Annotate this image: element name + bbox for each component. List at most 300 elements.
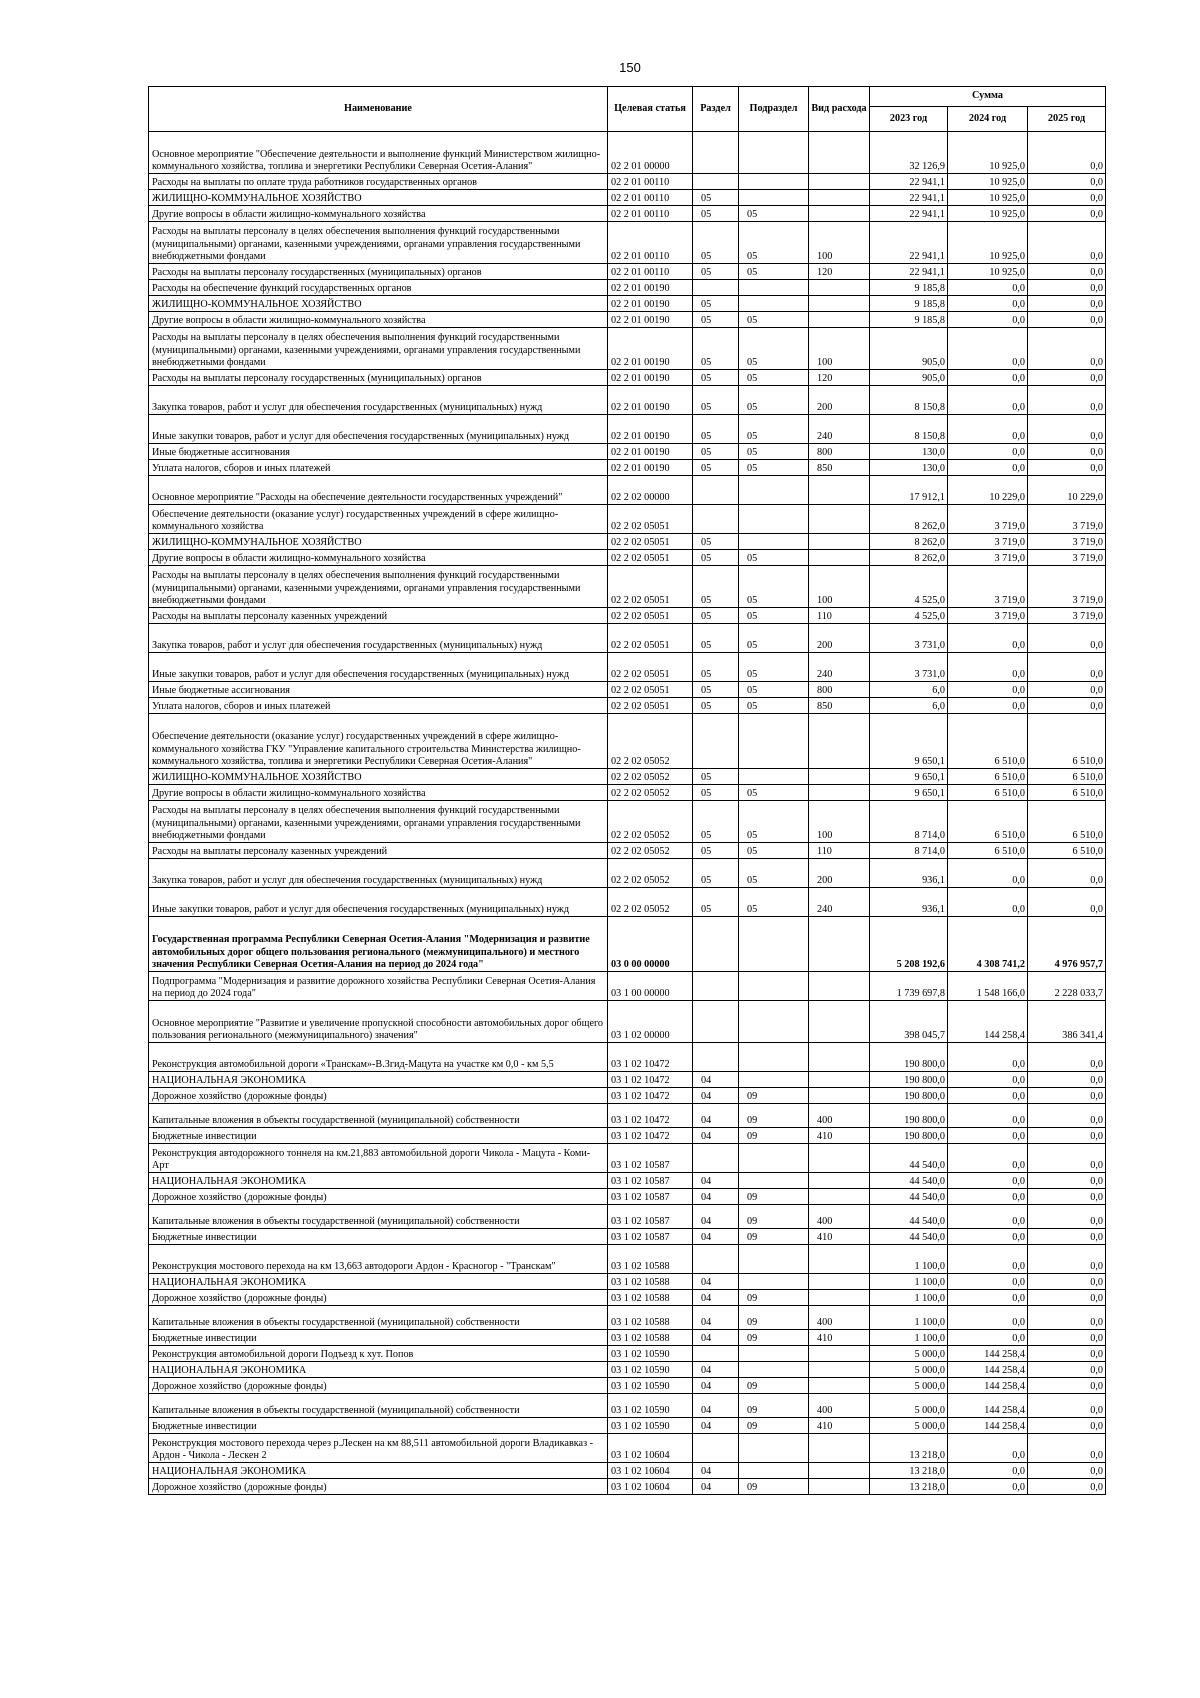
cell-target: 02 2 01 00110 [608, 206, 693, 222]
cell-section: 05 [693, 460, 739, 476]
cell-type: 120 [809, 264, 870, 280]
cell-subsection: 05 [739, 460, 809, 476]
cell-name: Уплата налогов, сборов и иных платежей [149, 460, 608, 476]
cell-2025: 0,0 [1028, 1290, 1106, 1306]
cell-name: Закупка товаров, работ и услуг для обеспечения государственных (муниципальных) нужд [149, 859, 608, 888]
cell-2023: 1 739 697,8 [870, 972, 948, 1001]
cell-subsection: 05 [739, 566, 809, 608]
cell-section: 04 [693, 1128, 739, 1144]
cell-subsection: 09 [739, 1306, 809, 1330]
cell-2025: 0,0 [1028, 624, 1106, 653]
cell-target: 02 2 01 00110 [608, 222, 693, 264]
cell-2023: 3 731,0 [870, 624, 948, 653]
cell-target: 03 1 02 10588 [608, 1245, 693, 1274]
cell-section: 05 [693, 769, 739, 785]
cell-2025: 0,0 [1028, 1088, 1106, 1104]
cell-subsection [739, 769, 809, 785]
cell-name: Реконструкция автомобильной дороги Подъезд к хут. Попов [149, 1346, 608, 1362]
cell-2023: 9 185,8 [870, 296, 948, 312]
cell-2024: 10 925,0 [948, 132, 1028, 174]
cell-section: 04 [693, 1378, 739, 1394]
cell-2025: 2 228 033,7 [1028, 972, 1106, 1001]
cell-subsection: 05 [739, 444, 809, 460]
cell-target: 03 1 02 10588 [608, 1274, 693, 1290]
cell-target: 03 1 02 10472 [608, 1043, 693, 1072]
cell-subsection: 09 [739, 1394, 809, 1418]
cell-name: Капитальные вложения в объекты государственной (муниципальной) собственности [149, 1394, 608, 1418]
table-row [149, 222, 1106, 264]
cell-2024: 6 510,0 [948, 769, 1028, 785]
cell-type: 240 [809, 653, 870, 682]
table-row [149, 972, 1106, 1001]
cell-target: 02 2 02 05051 [608, 682, 693, 698]
cell-2025: 0,0 [1028, 1362, 1106, 1378]
cell-target: 03 1 02 10587 [608, 1189, 693, 1205]
cell-subsection: 05 [739, 698, 809, 714]
cell-section: 04 [693, 1362, 739, 1378]
cell-type: 110 [809, 843, 870, 859]
cell-name: Дорожное хозяйство (дорожные фонды) [149, 1378, 608, 1394]
cell-2023: 5 000,0 [870, 1346, 948, 1362]
cell-2023: 1 100,0 [870, 1306, 948, 1330]
cell-type: 400 [809, 1205, 870, 1229]
cell-section [693, 505, 739, 534]
cell-2024: 144 258,4 [948, 1378, 1028, 1394]
cell-2023: 22 941,1 [870, 206, 948, 222]
table-row [149, 801, 1106, 843]
table-row [149, 1434, 1106, 1463]
cell-section: 04 [693, 1072, 739, 1088]
table-row [149, 624, 1106, 653]
cell-subsection [739, 1001, 809, 1043]
table-row [149, 1189, 1106, 1205]
cell-2023: 905,0 [870, 328, 948, 370]
cell-section: 05 [693, 859, 739, 888]
cell-name: ЖИЛИЩНО-КОММУНАЛЬНОЕ ХОЗЯЙСТВО [149, 190, 608, 206]
cell-2024: 0,0 [948, 1290, 1028, 1306]
cell-name: Расходы на выплаты персоналу в целях обеспечения выполнения функций государственными (муниципальными) органами, казенными учреждениями, органами управления государственными внебюджетными фондами [149, 222, 608, 264]
cell-2025: 0,0 [1028, 370, 1106, 386]
cell-2023: 8 150,8 [870, 415, 948, 444]
cell-2025: 6 510,0 [1028, 769, 1106, 785]
cell-type [809, 1189, 870, 1205]
cell-type [809, 1144, 870, 1173]
cell-name: ЖИЛИЩНО-КОММУНАЛЬНОЕ ХОЗЯЙСТВО [149, 534, 608, 550]
cell-target: 03 1 00 00000 [608, 972, 693, 1001]
cell-name: Капитальные вложения в объекты государственной (муниципальной) собственности [149, 1205, 608, 1229]
cell-target: 03 1 02 10587 [608, 1144, 693, 1173]
cell-section: 05 [693, 608, 739, 624]
cell-target: 02 2 01 00110 [608, 190, 693, 206]
cell-2024: 10 229,0 [948, 476, 1028, 505]
cell-2025: 0,0 [1028, 386, 1106, 415]
cell-subsection: 09 [739, 1205, 809, 1229]
cell-2024: 0,0 [948, 415, 1028, 444]
cell-subsection [739, 1144, 809, 1173]
cell-target: 02 2 01 00190 [608, 386, 693, 415]
table-row [149, 206, 1106, 222]
cell-section: 05 [693, 222, 739, 264]
cell-2025: 3 719,0 [1028, 566, 1106, 608]
cell-2024: 0,0 [948, 296, 1028, 312]
cell-section: 05 [693, 801, 739, 843]
cell-target: 02 2 01 00000 [608, 132, 693, 174]
cell-type [809, 1463, 870, 1479]
cell-2024: 3 719,0 [948, 608, 1028, 624]
cell-2023: 9 650,1 [870, 714, 948, 769]
cell-2024: 144 258,4 [948, 1346, 1028, 1362]
cell-2025: 0,0 [1028, 280, 1106, 296]
cell-2024: 10 925,0 [948, 174, 1028, 190]
table-row [149, 132, 1106, 174]
cell-name: Основное мероприятие "Расходы на обеспечение деятельности государственных учреждений" [149, 476, 608, 505]
cell-2025: 0,0 [1028, 328, 1106, 370]
cell-name: Государственная программа Республики Северная Осетия-Алания "Модернизация и развитие автомобильных дорог общего пользования регионального (межмуниципального) и местного значения Республики Северная Осетия-Алания на период до 2024 года" [149, 917, 608, 972]
cell-2025: 0,0 [1028, 1378, 1106, 1394]
cell-name: Иные бюджетные ассигнования [149, 444, 608, 460]
cell-type: 100 [809, 566, 870, 608]
cell-section [693, 1043, 739, 1072]
cell-2023: 398 045,7 [870, 1001, 948, 1043]
cell-2023: 4 525,0 [870, 566, 948, 608]
cell-subsection: 09 [739, 1104, 809, 1128]
cell-2024: 0,0 [948, 1274, 1028, 1290]
cell-name: Подпрограмма "Модернизация и развитие дорожного хозяйства Республики Северная Осетия-Алания на период до 2024 года" [149, 972, 608, 1001]
cell-type: 200 [809, 386, 870, 415]
cell-subsection: 05 [739, 888, 809, 917]
cell-2023: 44 540,0 [870, 1189, 948, 1205]
cell-name: Расходы на обеспечение функций государственных органов [149, 280, 608, 296]
cell-section: 05 [693, 785, 739, 801]
cell-2023: 1 100,0 [870, 1330, 948, 1346]
cell-subsection [739, 917, 809, 972]
cell-target: 02 2 02 05051 [608, 698, 693, 714]
cell-section: 04 [693, 1394, 739, 1418]
cell-name: НАЦИОНАЛЬНАЯ ЭКОНОМИКА [149, 1274, 608, 1290]
cell-subsection: 05 [739, 386, 809, 415]
cell-section [693, 1001, 739, 1043]
cell-type [809, 917, 870, 972]
cell-target: 02 2 01 00110 [608, 174, 693, 190]
cell-name: Расходы на выплаты персоналу в целях обеспечения выполнения функций государственными (муниципальными) органами, казенными учреждениями, органами управления государственными внебюджетными фондами [149, 328, 608, 370]
cell-type [809, 280, 870, 296]
cell-2024: 0,0 [948, 1072, 1028, 1088]
cell-2025: 0,0 [1028, 1330, 1106, 1346]
cell-2023: 6,0 [870, 698, 948, 714]
cell-section [693, 1245, 739, 1274]
cell-2023: 8 714,0 [870, 843, 948, 859]
cell-2024: 144 258,4 [948, 1362, 1028, 1378]
cell-2025: 0,0 [1028, 1306, 1106, 1330]
cell-2025: 3 719,0 [1028, 534, 1106, 550]
cell-2023: 13 218,0 [870, 1479, 948, 1495]
cell-2024: 1 548 166,0 [948, 972, 1028, 1001]
cell-type [809, 1378, 870, 1394]
cell-2024: 144 258,4 [948, 1001, 1028, 1043]
cell-2024: 3 719,0 [948, 566, 1028, 608]
cell-subsection: 05 [739, 801, 809, 843]
cell-subsection: 05 [739, 312, 809, 328]
cell-name: Дорожное хозяйство (дорожные фонды) [149, 1479, 608, 1495]
cell-target: 02 2 02 05051 [608, 566, 693, 608]
cell-subsection: 05 [739, 785, 809, 801]
cell-2025: 6 510,0 [1028, 843, 1106, 859]
cell-name: Основное мероприятие "Развитие и увеличение пропускной способности автомобильных дорог общего пользования регионального (межмуниципального) значения" [149, 1001, 608, 1043]
cell-target: 02 2 02 05051 [608, 534, 693, 550]
cell-type: 100 [809, 801, 870, 843]
cell-name: Бюджетные инвестиции [149, 1418, 608, 1434]
cell-target: 03 1 02 10588 [608, 1290, 693, 1306]
table-row [149, 769, 1106, 785]
cell-2023: 936,1 [870, 859, 948, 888]
cell-subsection: 09 [739, 1378, 809, 1394]
cell-2025: 0,0 [1028, 190, 1106, 206]
cell-name: Бюджетные инвестиции [149, 1229, 608, 1245]
cell-name: НАЦИОНАЛЬНАЯ ЭКОНОМИКА [149, 1362, 608, 1378]
cell-type [809, 972, 870, 1001]
cell-subsection [739, 1173, 809, 1189]
table-row [149, 1274, 1106, 1290]
cell-type [809, 1001, 870, 1043]
cell-section: 05 [693, 534, 739, 550]
table-row [149, 1290, 1106, 1306]
cell-section [693, 132, 739, 174]
cell-subsection [739, 1245, 809, 1274]
cell-section: 04 [693, 1189, 739, 1205]
cell-type [809, 1043, 870, 1072]
cell-2023: 5 000,0 [870, 1394, 948, 1418]
cell-section: 04 [693, 1088, 739, 1104]
table-row [149, 505, 1106, 534]
cell-name: Основное мероприятие "Обеспечение деятельности и выполнение функций Министерством жилищно-коммунального хозяйства, топлива и энергетики Республики Северная Осетия-Алания" [149, 132, 608, 174]
cell-2023: 8 262,0 [870, 550, 948, 566]
cell-type [809, 206, 870, 222]
cell-section: 05 [693, 444, 739, 460]
cell-2023: 32 126,9 [870, 132, 948, 174]
cell-2025: 0,0 [1028, 1189, 1106, 1205]
cell-2024: 0,0 [948, 444, 1028, 460]
cell-section: 04 [693, 1330, 739, 1346]
cell-target: 03 1 02 10472 [608, 1128, 693, 1144]
cell-section: 05 [693, 328, 739, 370]
cell-target: 02 2 02 00000 [608, 476, 693, 505]
cell-2024: 6 510,0 [948, 843, 1028, 859]
cell-name: Закупка товаров, работ и услуг для обеспечения государственных (муниципальных) нужд [149, 386, 608, 415]
cell-2024: 0,0 [948, 698, 1028, 714]
cell-section: 04 [693, 1463, 739, 1479]
cell-2024: 3 719,0 [948, 505, 1028, 534]
cell-name: Дорожное хозяйство (дорожные фонды) [149, 1088, 608, 1104]
cell-2025: 0,0 [1028, 222, 1106, 264]
cell-2024: 0,0 [948, 280, 1028, 296]
cell-2023: 8 150,8 [870, 386, 948, 415]
cell-target: 02 2 01 00190 [608, 460, 693, 476]
cell-subsection: 09 [739, 1189, 809, 1205]
cell-2025: 0,0 [1028, 1072, 1106, 1088]
table-row [149, 1173, 1106, 1189]
cell-2023: 905,0 [870, 370, 948, 386]
cell-section: 04 [693, 1418, 739, 1434]
cell-subsection [739, 132, 809, 174]
cell-2024: 10 925,0 [948, 222, 1028, 264]
cell-2025: 0,0 [1028, 1043, 1106, 1072]
cell-section: 05 [693, 312, 739, 328]
cell-2023: 44 540,0 [870, 1229, 948, 1245]
cell-subsection [739, 280, 809, 296]
table-row [149, 370, 1106, 386]
cell-2024: 10 925,0 [948, 206, 1028, 222]
cell-target: 03 1 02 10590 [608, 1362, 693, 1378]
cell-name: Реконструкция мостового перехода через р.Лескен на км 88,511 автомобильной дороги Владикавказ - Ардон - Чикола - Лескен 2 [149, 1434, 608, 1463]
cell-section: 05 [693, 264, 739, 280]
cell-section [693, 1346, 739, 1362]
table-row [149, 888, 1106, 917]
table-row [149, 1205, 1106, 1229]
table-row [149, 386, 1106, 415]
cell-name: ЖИЛИЩНО-КОММУНАЛЬНОЕ ХОЗЯЙСТВО [149, 769, 608, 785]
cell-subsection [739, 190, 809, 206]
table-row [149, 1378, 1106, 1394]
cell-2023: 8 714,0 [870, 801, 948, 843]
cell-2023: 130,0 [870, 460, 948, 476]
cell-2025: 0,0 [1028, 174, 1106, 190]
cell-2024: 144 258,4 [948, 1394, 1028, 1418]
table-row [149, 785, 1106, 801]
table-row [149, 460, 1106, 476]
table-row [149, 1104, 1106, 1128]
cell-type [809, 769, 870, 785]
cell-2023: 13 218,0 [870, 1463, 948, 1479]
cell-target: 03 1 02 00000 [608, 1001, 693, 1043]
cell-target: 02 2 02 05051 [608, 608, 693, 624]
cell-subsection [739, 296, 809, 312]
cell-type: 200 [809, 859, 870, 888]
table-row [149, 1043, 1106, 1072]
cell-2024: 6 510,0 [948, 714, 1028, 769]
cell-type: 850 [809, 460, 870, 476]
cell-2024: 4 308 741,2 [948, 917, 1028, 972]
cell-target: 03 1 02 10472 [608, 1072, 693, 1088]
cell-type: 410 [809, 1128, 870, 1144]
cell-2024: 0,0 [948, 888, 1028, 917]
cell-section [693, 917, 739, 972]
table-row [149, 534, 1106, 550]
cell-type: 850 [809, 698, 870, 714]
cell-2023: 13 218,0 [870, 1434, 948, 1463]
cell-2024: 0,0 [948, 1434, 1028, 1463]
cell-subsection: 05 [739, 608, 809, 624]
cell-subsection: 05 [739, 653, 809, 682]
cell-type [809, 1346, 870, 1362]
cell-2025: 0,0 [1028, 1479, 1106, 1495]
cell-target: 02 2 02 05051 [608, 505, 693, 534]
cell-2024: 0,0 [948, 1330, 1028, 1346]
cell-type [809, 1173, 870, 1189]
table-row [149, 415, 1106, 444]
cell-type [809, 550, 870, 566]
cell-name: Иные закупки товаров, работ и услуг для обеспечения государственных (муниципальных) нужд [149, 415, 608, 444]
cell-subsection: 09 [739, 1479, 809, 1495]
cell-name: Иные закупки товаров, работ и услуг для обеспечения государственных (муниципальных) нужд [149, 888, 608, 917]
table-row [149, 550, 1106, 566]
cell-section: 05 [693, 206, 739, 222]
cell-subsection: 05 [739, 264, 809, 280]
cell-2023: 22 941,1 [870, 190, 948, 206]
cell-2024: 0,0 [948, 682, 1028, 698]
cell-name: Реконструкция мостового перехода на км 13,663 автодороги Ардон - Красногор - "Транскам" [149, 1245, 608, 1274]
cell-name: Другие вопросы в области жилищно-коммунального хозяйства [149, 785, 608, 801]
table-row [149, 653, 1106, 682]
cell-2024: 0,0 [948, 1245, 1028, 1274]
cell-subsection: 05 [739, 624, 809, 653]
cell-type: 410 [809, 1330, 870, 1346]
cell-type [809, 1479, 870, 1495]
cell-2024: 0,0 [948, 386, 1028, 415]
cell-type [809, 190, 870, 206]
cell-name: Реконструкция автомобильной дороги «Транскам»-В.Згид-Мацута на участке км 0,0 - км 5,5 [149, 1043, 608, 1072]
cell-target: 02 2 02 05051 [608, 624, 693, 653]
cell-type [809, 505, 870, 534]
cell-target: 03 1 02 10587 [608, 1229, 693, 1245]
cell-2024: 6 510,0 [948, 801, 1028, 843]
cell-2024: 0,0 [948, 1306, 1028, 1330]
cell-name: Реконструкция автодорожного тоннеля на км.21,883 автомобильной дороги Чикола - Мацута - Коми-Арт [149, 1144, 608, 1173]
cell-type [809, 534, 870, 550]
cell-2024: 0,0 [948, 859, 1028, 888]
cell-2025: 0,0 [1028, 859, 1106, 888]
cell-section: 04 [693, 1274, 739, 1290]
cell-section: 05 [693, 624, 739, 653]
cell-2024: 0,0 [948, 1463, 1028, 1479]
cell-2025: 0,0 [1028, 444, 1106, 460]
cell-subsection: 09 [739, 1229, 809, 1245]
cell-name: Иные закупки товаров, работ и услуг для обеспечения государственных (муниципальных) нужд [149, 653, 608, 682]
table-row [149, 476, 1106, 505]
cell-2023: 5 000,0 [870, 1362, 948, 1378]
cell-2023: 190 800,0 [870, 1043, 948, 1072]
cell-2024: 0,0 [948, 1229, 1028, 1245]
cell-name: Дорожное хозяйство (дорожные фонды) [149, 1290, 608, 1306]
cell-target: 03 0 00 00000 [608, 917, 693, 972]
cell-subsection: 09 [739, 1290, 809, 1306]
cell-subsection: 05 [739, 370, 809, 386]
cell-name: Другие вопросы в области жилищно-коммунального хозяйства [149, 206, 608, 222]
cell-2024: 0,0 [948, 328, 1028, 370]
cell-section: 05 [693, 843, 739, 859]
cell-subsection: 05 [739, 328, 809, 370]
cell-2025: 6 510,0 [1028, 785, 1106, 801]
cell-name: Расходы на выплаты по оплате труда работников государственных органов [149, 174, 608, 190]
cell-2025: 0,0 [1028, 698, 1106, 714]
budget-table [148, 86, 1106, 1495]
cell-type: 410 [809, 1418, 870, 1434]
cell-subsection [739, 1072, 809, 1088]
cell-2024: 3 719,0 [948, 550, 1028, 566]
cell-subsection: 05 [739, 859, 809, 888]
cell-section: 05 [693, 296, 739, 312]
cell-2024: 0,0 [948, 460, 1028, 476]
cell-2023: 190 800,0 [870, 1104, 948, 1128]
cell-subsection [739, 714, 809, 769]
cell-target: 03 1 02 10590 [608, 1394, 693, 1418]
cell-2025: 6 510,0 [1028, 801, 1106, 843]
cell-subsection [739, 1463, 809, 1479]
cell-2023: 4 525,0 [870, 608, 948, 624]
cell-2025: 0,0 [1028, 1245, 1106, 1274]
cell-type: 110 [809, 608, 870, 624]
cell-2025: 0,0 [1028, 1434, 1106, 1463]
cell-subsection: 05 [739, 415, 809, 444]
